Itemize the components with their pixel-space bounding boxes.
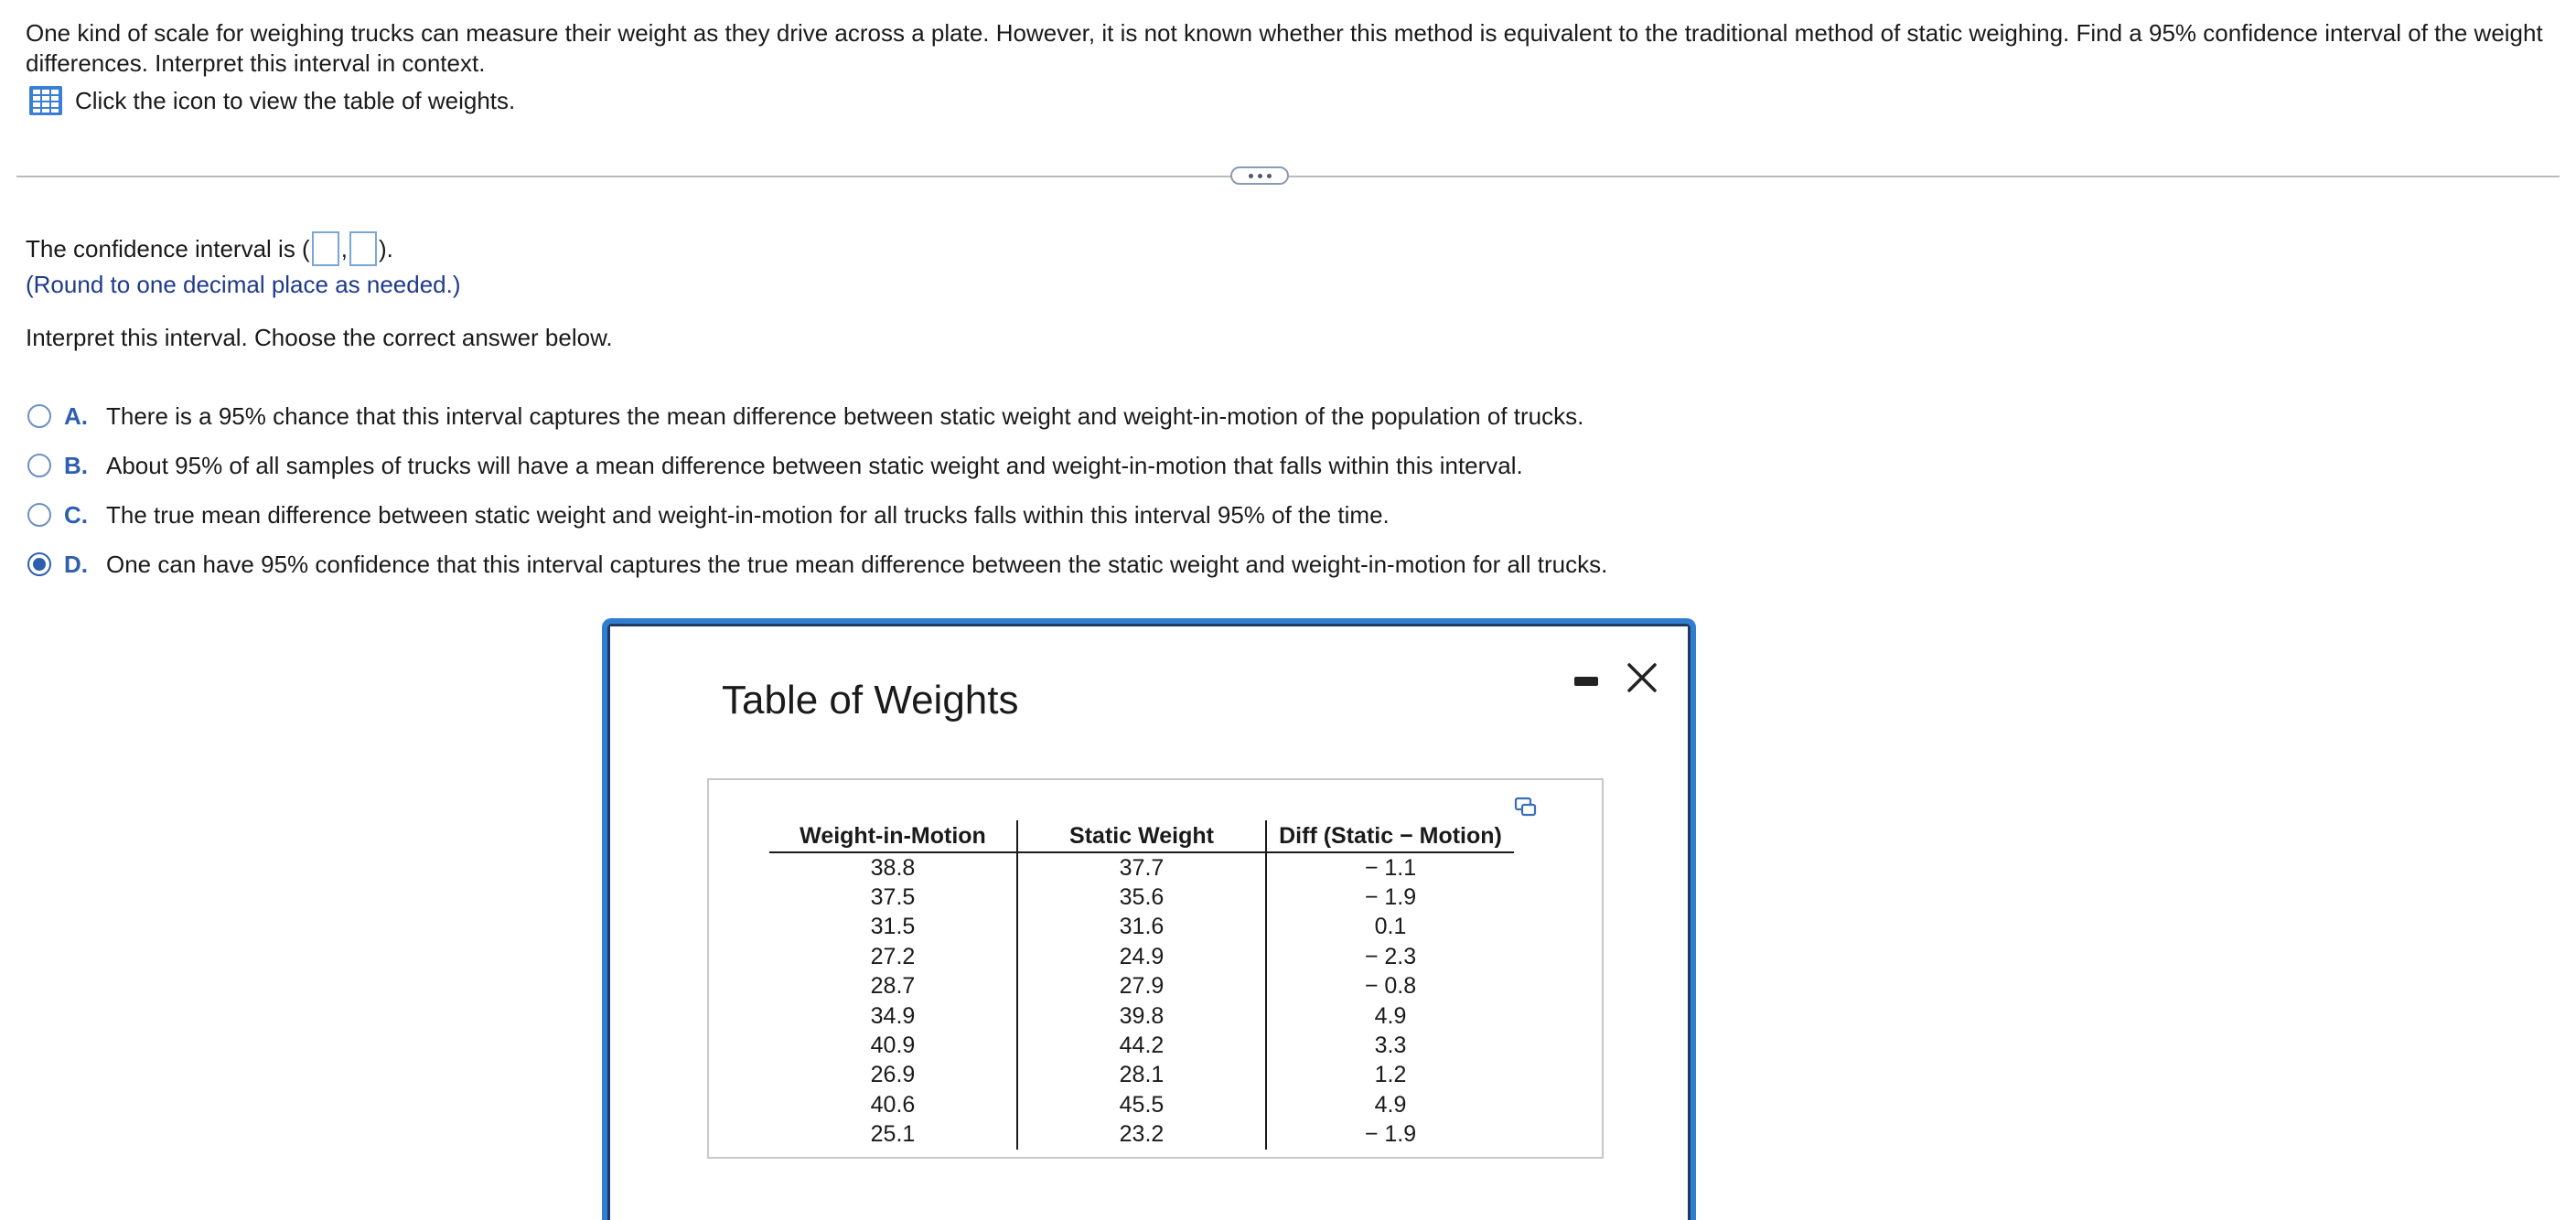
ci-lower-input[interactable] bbox=[312, 231, 339, 266]
table-popup bbox=[602, 618, 1696, 1220]
expand-button[interactable] bbox=[1230, 166, 1289, 185]
ci-separator: , bbox=[340, 235, 348, 262]
column-header: Weight-in-Motion bbox=[769, 820, 1017, 852]
round-note: (Round to one decimal place as needed.) bbox=[26, 271, 461, 298]
table-cell: 45.5 bbox=[1017, 1090, 1266, 1119]
option-letter: A. bbox=[64, 401, 88, 430]
table-cell: − 1.9 bbox=[1266, 883, 1514, 912]
option-letter: D. bbox=[64, 550, 88, 578]
table-cell: 4.9 bbox=[1266, 1090, 1514, 1119]
ellipsis-icon bbox=[1258, 174, 1262, 178]
option-letter: B. bbox=[64, 451, 88, 479]
option-text: One can have 95% confidence that this interval captures the true mean difference between the static weight and weight-in-motion for all trucks. bbox=[106, 550, 1608, 578]
table-row bbox=[769, 1061, 1514, 1090]
table-grid-icon[interactable] bbox=[29, 86, 62, 115]
column-header: Static Weight bbox=[1017, 820, 1266, 852]
table-cell: 24.9 bbox=[1017, 942, 1266, 971]
table-cell: 1.2 bbox=[1266, 1061, 1514, 1090]
table-row bbox=[769, 942, 1514, 971]
table-cell: − 0.8 bbox=[1266, 972, 1514, 1001]
confidence-interval-line bbox=[26, 230, 393, 267]
ellipsis-icon bbox=[1267, 174, 1272, 178]
table-link[interactable] bbox=[29, 84, 515, 117]
table-cell: 35.6 bbox=[1017, 883, 1266, 912]
option-letter: C. bbox=[64, 500, 88, 529]
table-row bbox=[769, 1031, 1514, 1060]
table-cell: 31.6 bbox=[1017, 913, 1266, 942]
table-cell: 37.7 bbox=[1017, 852, 1266, 883]
table-cell: 3.3 bbox=[1266, 1031, 1514, 1060]
table-frame bbox=[707, 778, 1604, 1159]
option-a[interactable] bbox=[27, 391, 1857, 441]
ci-prefix: The confidence interval is ( bbox=[26, 235, 310, 262]
radio-d[interactable] bbox=[27, 552, 51, 576]
question-text: One kind of scale for weighing trucks can measure their weight as they drive across a plate. However, it is not known whether this method is equivalent to the traditional method of static weighing. Find a 95% confidence interval of the weight differences. Interpret this interval in context. bbox=[26, 19, 2543, 77]
table-cell: 40.6 bbox=[870, 1091, 916, 1118]
table-cell: − 1.9 bbox=[1266, 1120, 1514, 1150]
table-cell: 34.9 bbox=[870, 1002, 916, 1029]
option-b[interactable] bbox=[27, 441, 1857, 490]
table-row bbox=[769, 1090, 1514, 1119]
option-text: The true mean difference between static weight and weight-in-motion for all trucks falls within this interval 95% of the time. bbox=[106, 500, 1390, 529]
interpret-prompt: Interpret this interval. Choose the correct answer below. bbox=[26, 324, 613, 351]
option-d[interactable] bbox=[27, 540, 1857, 589]
close-icon[interactable] bbox=[1624, 659, 1660, 696]
answer-options bbox=[27, 391, 1857, 589]
ci-suffix: ). bbox=[378, 235, 393, 262]
table-cell: 28.1 bbox=[1017, 1061, 1266, 1090]
popup-body bbox=[610, 626, 1688, 1220]
column-header: Diff (Static − Motion) bbox=[1266, 820, 1514, 852]
table-row bbox=[769, 883, 1514, 912]
option-text: There is a 95% chance that this interval captures the mean difference between static weight and weight-in-motion of the population of trucks. bbox=[106, 401, 1584, 430]
weights-table bbox=[769, 820, 1514, 1150]
table-header-row bbox=[769, 820, 1514, 852]
table-cell: 26.9 bbox=[870, 1062, 916, 1088]
minimize-icon[interactable] bbox=[1574, 677, 1598, 686]
table-cell: − 2.3 bbox=[1266, 942, 1514, 971]
radio-b[interactable] bbox=[27, 454, 51, 477]
ellipsis-icon bbox=[1249, 174, 1253, 178]
option-text: About 95% of all samples of trucks will have a mean difference between static weight and weight-in-motion that falls within this interval. bbox=[106, 451, 1523, 479]
table-cell: 38.8 bbox=[870, 854, 916, 881]
table-cell: − 1.1 bbox=[1266, 852, 1514, 883]
table-cell: 37.5 bbox=[870, 884, 916, 911]
table-row bbox=[769, 1120, 1514, 1150]
radio-a[interactable] bbox=[27, 404, 51, 428]
table-row bbox=[769, 1001, 1514, 1031]
table-cell: 44.2 bbox=[1017, 1031, 1266, 1060]
table-row bbox=[769, 852, 1514, 883]
table-cell: 28.7 bbox=[870, 973, 916, 1000]
table-cell: 31.5 bbox=[870, 914, 916, 940]
option-c[interactable] bbox=[27, 490, 1857, 540]
table-cell: 25.1 bbox=[870, 1121, 916, 1148]
table-cell: 4.9 bbox=[1266, 1001, 1514, 1031]
table-cell: 39.8 bbox=[1017, 1001, 1266, 1031]
table-cell: 27.9 bbox=[1017, 972, 1266, 1001]
table-link-label[interactable]: Click the icon to view the table of weights. bbox=[75, 86, 516, 114]
popup-title: Table of Weights bbox=[722, 678, 1019, 722]
table-row bbox=[769, 972, 1514, 1001]
table-cell: 27.2 bbox=[870, 943, 916, 969]
table-cell: 23.2 bbox=[1017, 1120, 1266, 1150]
ci-upper-input[interactable] bbox=[349, 231, 377, 266]
copy-icon[interactable] bbox=[1514, 797, 1538, 819]
table-cell: 0.1 bbox=[1266, 913, 1514, 942]
table-cell: 40.9 bbox=[870, 1033, 916, 1059]
table-row bbox=[769, 913, 1514, 942]
radio-c[interactable] bbox=[27, 503, 51, 527]
